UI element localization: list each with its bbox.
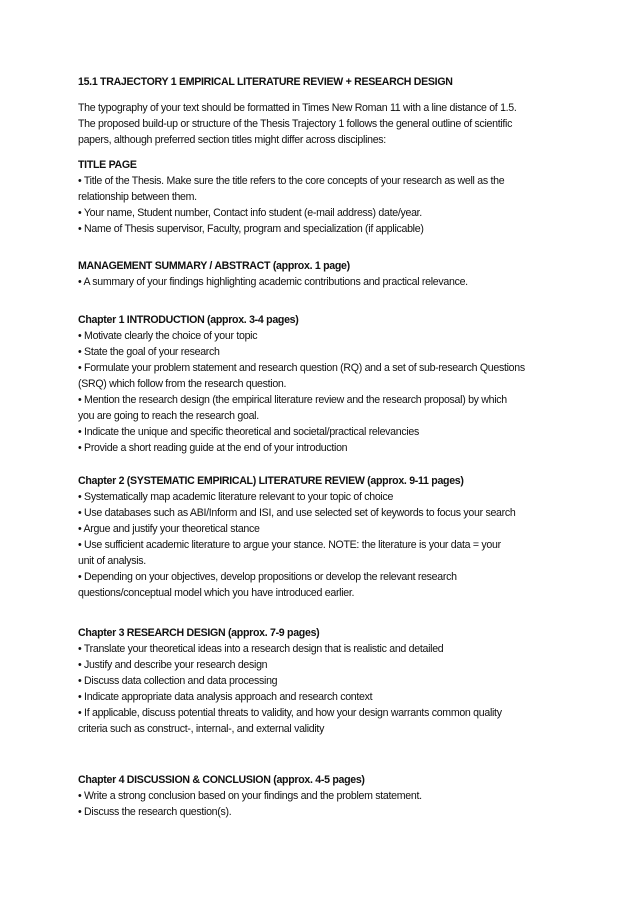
- section-line: (SRQ) which follow from the research question.: [78, 378, 287, 390]
- section-title: Chapter 2 (SYSTEMATIC EMPIRICAL) LITERATURE REVIEW (approx. 9-11 pages): [78, 475, 464, 487]
- title-page-section: [78, 157, 578, 237]
- section-line: • Argue and justify your theoretical stance: [78, 523, 260, 535]
- section-line: • Name of Thesis supervisor, Faculty, program and specialization (if applicable): [78, 223, 424, 235]
- section-line: • Use databases such as ABI/Inform and ISI, and use selected set of keywords to focus your search: [78, 507, 516, 519]
- section-line: • A summary of your findings highlighting academic contributions and practical relevance.: [78, 276, 468, 288]
- intro-line: The proposed build-up or structure of the Thesis Trajectory 1 follows the general outline of scientific: [78, 118, 513, 130]
- section-line: • Discuss data collection and data processing: [78, 675, 278, 687]
- section-line: • Discuss the research question(s).: [78, 806, 232, 818]
- section-line: • Translate your theoretical ideas into a research design that is realistic and detailed: [78, 643, 444, 655]
- section-line: • Motivate clearly the choice of your topic: [78, 330, 258, 342]
- chapter3-section: [78, 625, 578, 737]
- section-line: • Title of the Thesis. Make sure the title refers to the core concepts of your research as well as the: [78, 175, 505, 187]
- section-line: • Indicate appropriate data analysis approach and research context: [78, 691, 373, 703]
- section-title: Chapter 1 INTRODUCTION (approx. 3-4 pages): [78, 314, 299, 326]
- section-line: unit of analysis.: [78, 555, 146, 567]
- section-line: • Justify and describe your research design: [78, 659, 268, 671]
- summary-section: [78, 258, 578, 290]
- section-line: questions/conceptual model which you have introduced earlier.: [78, 587, 355, 599]
- intro-block: [78, 100, 578, 148]
- section-title: Chapter 4 DISCUSSION & CONCLUSION (approx. 4-5 pages): [78, 774, 365, 786]
- section-title: TITLE PAGE: [78, 159, 137, 171]
- section-line: • Provide a short reading guide at the end of your introduction: [78, 442, 348, 454]
- document-heading: 15.1 TRAJECTORY 1 EMPIRICAL LITERATURE REVIEW + RESEARCH DESIGN: [78, 76, 453, 88]
- section-line: • Use sufficient academic literature to argue your stance. NOTE: the literature is your data = your: [78, 539, 501, 551]
- section-line: • Your name, Student number, Contact info student (e-mail address) date/year.: [78, 207, 422, 219]
- section-line: you are going to reach the research goal.: [78, 410, 259, 422]
- heading-block: [78, 74, 578, 90]
- chapter1-section: [78, 312, 578, 456]
- section-line: • State the goal of your research: [78, 346, 220, 358]
- section-line: • Systematically map academic literature relevant to your topic of choice: [78, 491, 394, 503]
- chapter4-section: [78, 772, 578, 820]
- section-line: criteria such as construct-, internal-, and external validity: [78, 723, 325, 735]
- section-title: Chapter 3 RESEARCH DESIGN (approx. 7-9 pages): [78, 627, 320, 639]
- section-line: • Indicate the unique and specific theoretical and societal/practical relevancies: [78, 426, 419, 438]
- section-line: relationship between them.: [78, 191, 197, 203]
- section-line: • Mention the research design (the empirical literature review and the research proposal) by which: [78, 394, 507, 406]
- section-line: • If applicable, discuss potential threats to validity, and how your design warrants common quality: [78, 707, 502, 719]
- section-line: • Depending on your objectives, develop propositions or develop the relevant research: [78, 571, 457, 583]
- intro-line: papers, although preferred section titles might differ across disciplines:: [78, 134, 386, 146]
- section-line: • Formulate your problem statement and research question (RQ) and a set of sub-research Questions: [78, 362, 525, 374]
- section-line: • Write a strong conclusion based on your findings and the problem statement.: [78, 790, 422, 802]
- chapter2-section: [78, 473, 578, 601]
- section-title: MANAGEMENT SUMMARY / ABSTRACT (approx. 1 page): [78, 260, 350, 272]
- intro-line: The typography of your text should be formatted in Times New Roman 11 with a line distance of 1.5.: [78, 102, 517, 114]
